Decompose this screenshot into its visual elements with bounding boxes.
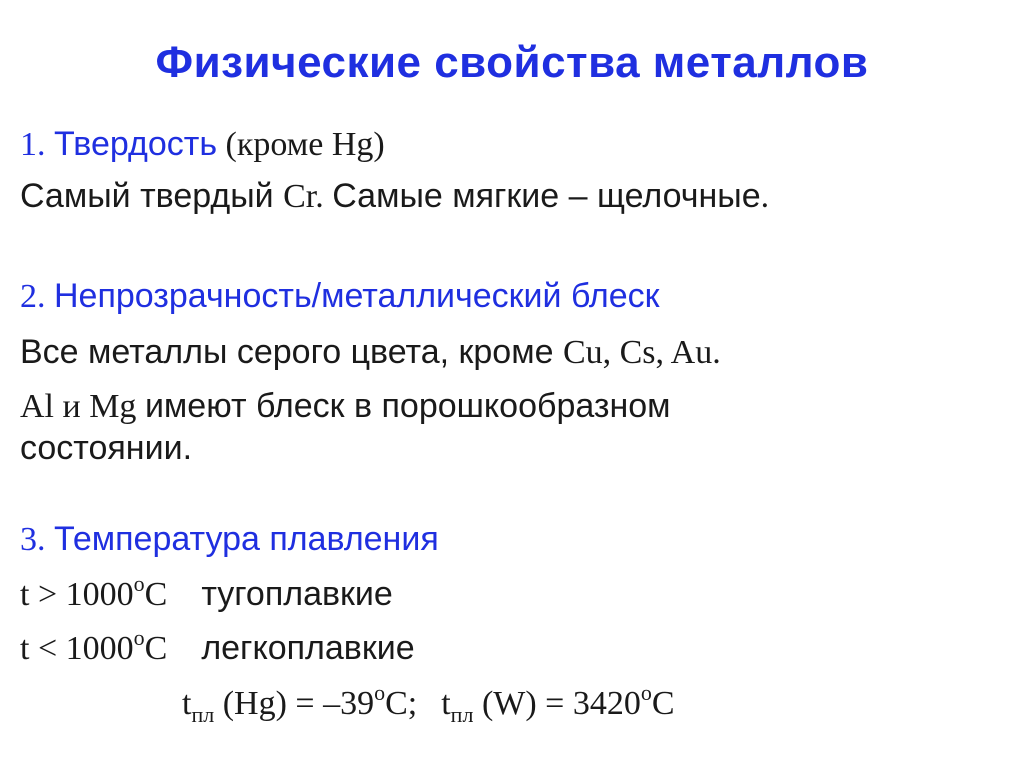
tungsten-melting-point: (W) = 3420 (473, 685, 641, 722)
fusible-condition: t < 1000 (20, 630, 134, 667)
section-1-heading (20, 124, 385, 165)
section-2-heading (20, 276, 660, 317)
temperature-symbol: t (441, 685, 451, 722)
section-3-heading (20, 519, 439, 560)
temperature-symbol: t (182, 685, 192, 722)
section-1-number: 1. (20, 126, 54, 163)
powder-text: имеют блеск в порошкообразном (144, 387, 671, 425)
section-3-name: Температура плавления (54, 520, 439, 558)
mercury-melting-point: (Hg) = –39 (214, 685, 375, 722)
softest-period: . (760, 178, 770, 215)
exception-elements: Cu, Cs, Au. (562, 334, 721, 371)
melting-subscript: пл (450, 702, 474, 727)
grey-metals-text: Все металлы серого цвета, кроме (20, 333, 563, 371)
powder-elements: Al и Mg (20, 388, 145, 425)
refractory-condition: t > 1000 (20, 576, 134, 613)
fusible-label: легкоплавкие (201, 629, 415, 667)
degree-sign: o (133, 625, 145, 650)
section-2-text-3: состоянии. (20, 429, 193, 467)
melting-subscript: пл (191, 702, 215, 727)
celsius-unit: C (144, 576, 168, 613)
celsius-unit: C; (385, 685, 418, 722)
section-3-number: 3. (20, 521, 54, 558)
slide-title: Физические свойства металлов (155, 38, 869, 87)
degree-sign: o (374, 680, 386, 705)
celsius-unit: C (144, 630, 168, 667)
section-2-text-1 (20, 332, 721, 373)
section-1-name: Твердость (54, 125, 218, 163)
section-1-note: (кроме Hg) (217, 126, 385, 163)
hardest-element: Cr. (283, 178, 333, 215)
section-2-text-2 (20, 386, 671, 427)
celsius-unit: C (651, 685, 675, 722)
softest-text: Самые мягкие – щелочные (332, 177, 761, 215)
degree-sign: o (133, 571, 145, 596)
section-1-text (20, 176, 769, 217)
fusible-row (20, 625, 415, 669)
section-2-number: 2. (20, 278, 54, 315)
refractory-label: тугоплавкие (201, 575, 393, 613)
degree-sign: o (640, 680, 652, 705)
refractory-row (20, 571, 393, 615)
section-2-name: Непрозрачность/металлический блеск (54, 277, 660, 315)
melting-point-formula (182, 680, 675, 727)
hardest-label: Самый твердый (20, 177, 284, 215)
